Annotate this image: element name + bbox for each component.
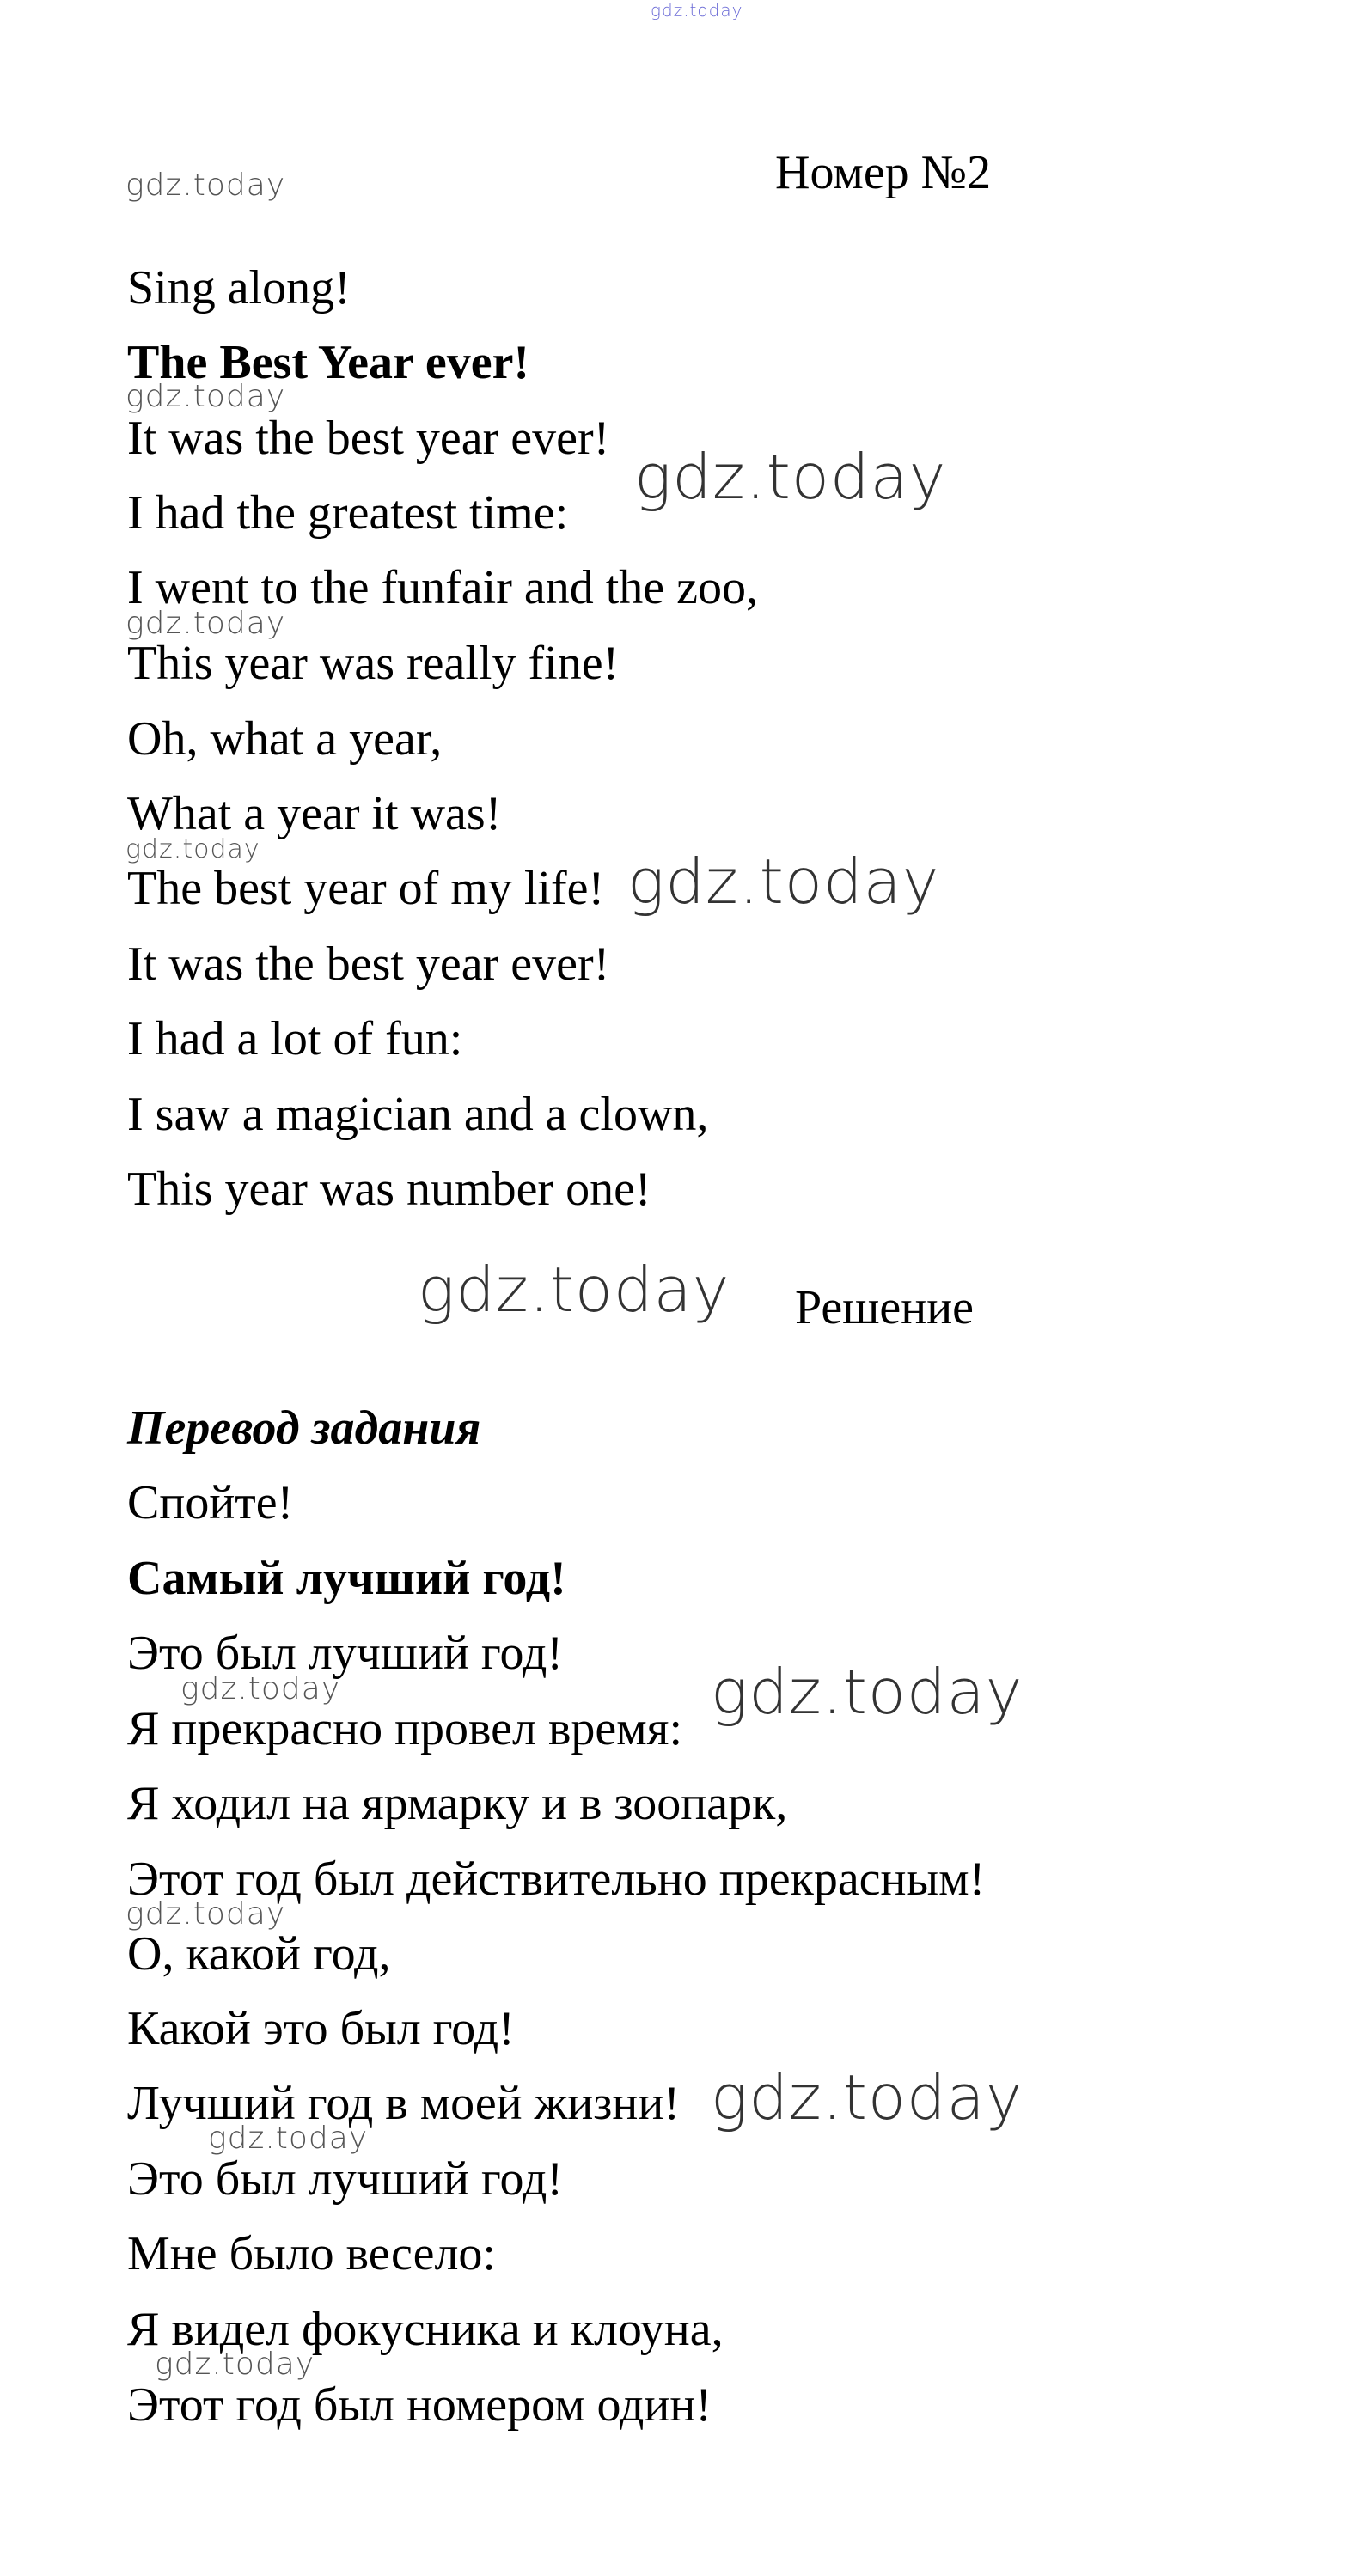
- watermark: gdz.today: [125, 1896, 286, 1932]
- song-line: I had a lot of fun:: [127, 1012, 463, 1065]
- watermark: gdz.today: [634, 441, 947, 513]
- solution-title: Самый лучший год!: [127, 1552, 566, 1605]
- watermark-header: gdz.today: [125, 168, 286, 203]
- song-line: I saw a magician and a clown,: [127, 1088, 709, 1141]
- solution-heading: Перевод задания: [127, 1401, 481, 1455]
- watermark: gdz.today: [125, 606, 286, 641]
- watermark: gdz.today: [711, 2061, 1024, 2133]
- translation-line: Этот год был номером один!: [127, 2378, 712, 2432]
- watermark: gdz.today: [208, 2121, 369, 2156]
- song-line: I went to the funfair and the zoo,: [127, 561, 758, 614]
- song-line: This year was number one!: [127, 1163, 651, 1216]
- translation-line: Это был лучший год!: [127, 1627, 564, 1680]
- watermark: gdz.today: [125, 834, 260, 864]
- song-line: What a year it was!: [127, 787, 502, 840]
- watermark: gdz.today: [418, 1254, 730, 1326]
- song-line: Oh, what a year,: [127, 712, 443, 766]
- translation-line: Я ходил на ярмарку и в зоопарк,: [127, 1777, 788, 1830]
- song-line: The best year of my life!: [127, 862, 605, 915]
- solution-intro: Спойте!: [127, 1476, 294, 1529]
- watermark: gdz.today: [711, 1656, 1024, 1728]
- translation-line: О, какой год,: [127, 1927, 391, 1981]
- translation-line: Мне было весело:: [127, 2227, 496, 2280]
- watermark: gdz.today: [155, 2347, 315, 2382]
- translation-line: Я прекрасно провел время:: [127, 1702, 682, 1755]
- song-line: This year was really fine!: [127, 637, 620, 690]
- watermark: gdz.today: [627, 845, 940, 918]
- translation-line: Этот год был действительно прекрасным!: [127, 1853, 986, 1906]
- translation-line: Это был лучший год!: [127, 2152, 564, 2206]
- watermark: gdz.today: [180, 1671, 341, 1706]
- song-line: It was the best year ever!: [127, 937, 610, 991]
- translation-line: Какой это был год!: [127, 2002, 515, 2055]
- translation-line: Лучший год в моей жизни!: [127, 2077, 681, 2130]
- translation-line: Я видел фокусника и клоуна,: [127, 2303, 724, 2356]
- song-line: It was the best year ever!: [127, 412, 610, 465]
- watermark-top: gdz.today: [651, 0, 743, 21]
- page-title: Номер №2: [775, 146, 992, 199]
- song-title: The Best Year ever!: [127, 336, 530, 389]
- song-intro: Sing along!: [127, 261, 351, 314]
- solution-label: Решение: [795, 1281, 975, 1334]
- song-line: I had the greatest time:: [127, 486, 569, 540]
- watermark: gdz.today: [125, 379, 286, 414]
